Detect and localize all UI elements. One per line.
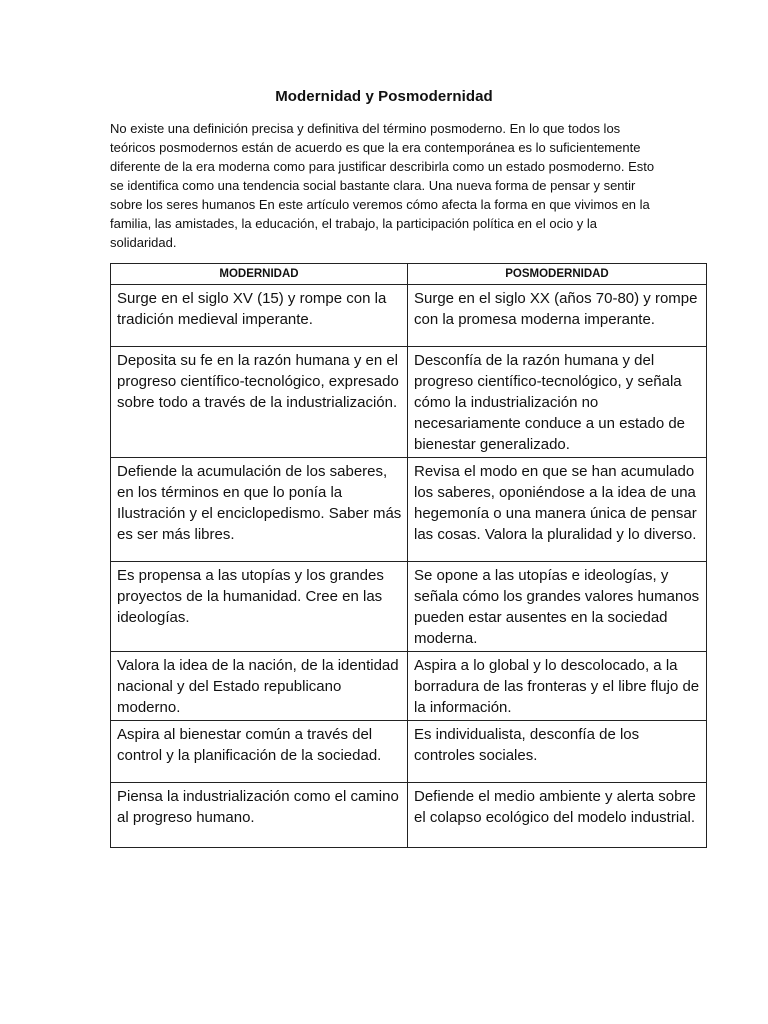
cell-posmodernidad: Es individualista, desconfía de los controles sociales. (408, 721, 707, 783)
cell-modernidad: Aspira al bienestar común a través del control y la planificación de la sociedad. (111, 721, 408, 783)
cell-posmodernidad: Desconfía de la razón humana y del progreso científico-tecnológico, y señala cómo la industrialización no necesariamente conduce a un estado de bienestar generalizado. (408, 347, 707, 458)
table-row (111, 285, 707, 347)
comparison-table (110, 263, 707, 848)
header-modernidad: MODERNIDAD (111, 264, 408, 285)
cell-modernidad: Defiende la acumulación de los saberes, en los términos en que lo ponía la Ilustración y el enciclopedismo. Saber más es ser más libres. (111, 458, 408, 562)
cell-posmodernidad: Surge en el siglo XX (años 70-80) y rompe con la promesa moderna imperante. (408, 285, 707, 347)
table-row (111, 721, 707, 783)
table-header-row (111, 264, 707, 285)
cell-modernidad: Es propensa a las utopías y los grandes proyectos de la humanidad. Cree en las ideologías. (111, 562, 408, 652)
cell-posmodernidad: Se opone a las utopías e ideologías, y señala cómo los grandes valores humanos pueden estar ausentes en la sociedad moderna. (408, 562, 707, 652)
document-title: Modernidad y Posmodernidad (275, 88, 493, 105)
cell-modernidad: Surge en el siglo XV (15) y rompe con la tradición medieval imperante. (111, 285, 408, 347)
table-row (111, 347, 707, 458)
cell-modernidad: Deposita su fe en la razón humana y en el progreso científico-tecnológico, expresado sobre todo a través de la industrialización. (111, 347, 408, 458)
table-row (111, 562, 707, 652)
table-row (111, 783, 707, 848)
cell-modernidad: Piensa la industrialización como el camino al progreso humano. (111, 783, 408, 848)
cell-posmodernidad: Revisa el modo en que se han acumulado los saberes, oponiéndose a la idea de una hegemonía o una manera única de pensar las cosas. Valora la pluralidad y lo diverso. (408, 458, 707, 562)
cell-posmodernidad: Defiende el medio ambiente y alerta sobre el colapso ecológico del modelo industrial. (408, 783, 707, 848)
cell-posmodernidad: Aspira a lo global y lo descolocado, a la borradura de las fronteras y el libre flujo de la información. (408, 652, 707, 721)
intro-paragraph: No existe una definición precisa y definitiva del término posmoderno. En lo que todos los teóricos posmodernos están de acuerdo es que la era contemporánea es lo suficientemente diferente de la era moderna como para justificar describirla como un estado posmoderno. Esto se identifica como una tendencia social bastante clara. Una nueva forma de pensar y sentir sobre los seres humanos En este artículo veremos cómo afecta la forma en que vivimos en la familia, las amistades, la educación, el trabajo, la participación política en el ocio y la solidaridad. (110, 121, 655, 250)
table-row (111, 458, 707, 562)
table-row (111, 652, 707, 721)
cell-modernidad: Valora la idea de la nación, de la identidad nacional y del Estado republicano moderno. (111, 652, 408, 721)
header-posmodernidad: POSMODERNIDAD (408, 264, 707, 285)
